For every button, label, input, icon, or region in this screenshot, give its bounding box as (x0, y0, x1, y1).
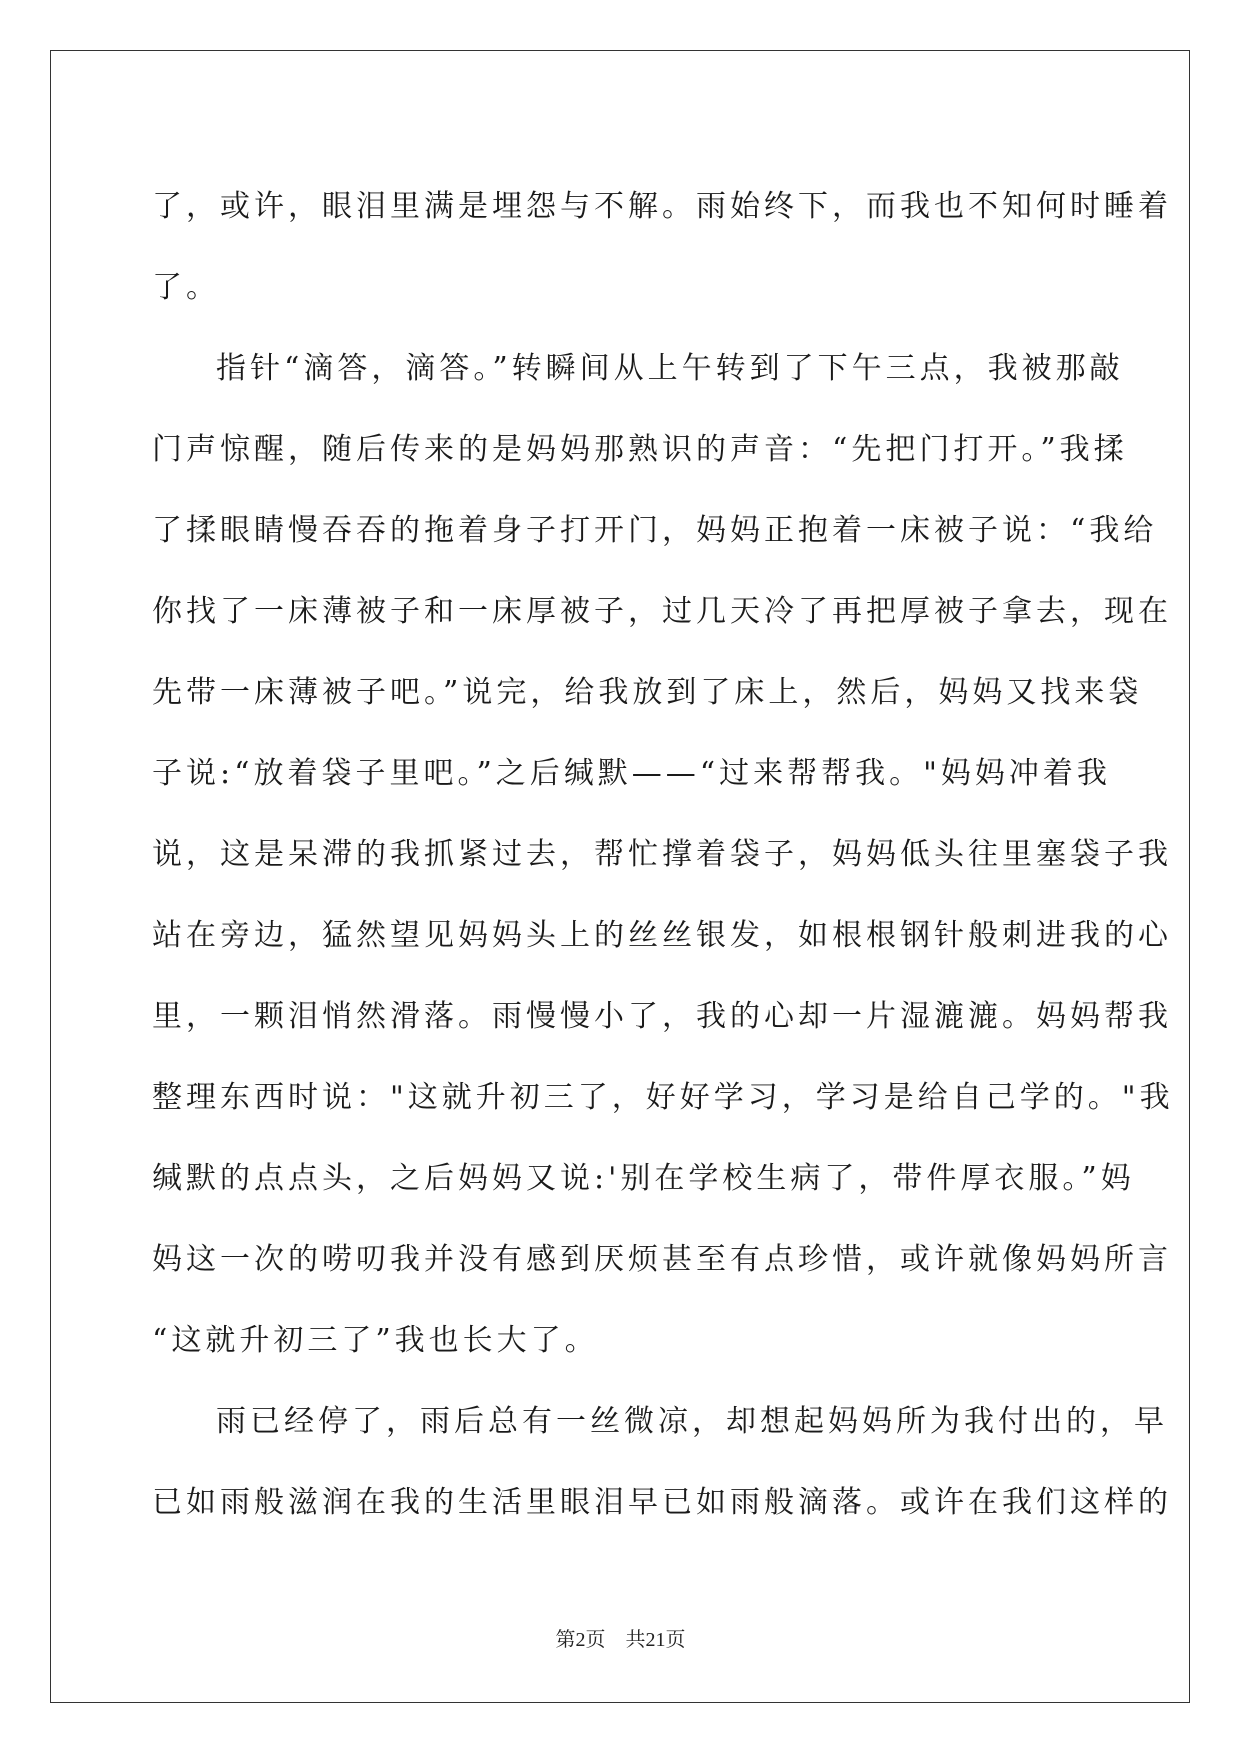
text-line: 站在旁边，猛然望见妈妈头上的丝丝银发，如根根钢针般刺进我的心 (152, 918, 1172, 953)
text-line: 门声惊醒，随后传来的是妈妈那熟识的声音：“先把门打开。”我揉 (152, 432, 1128, 467)
text-line: 说，这是呆滞的我抓紧过去，帮忙撑着袋子，妈妈低头往里塞袋子我 (152, 837, 1172, 872)
text-line: 先带一床薄被子吧。”说完，给我放到了床上，然后，妈妈又找来袋 (152, 675, 1143, 710)
text-line: 已如雨般滋润在我的生活里眼泪早已如雨般滴落。或许在我们这样的 (152, 1485, 1172, 1520)
page-current: 2 (575, 1629, 586, 1651)
page-total: 21 (645, 1629, 666, 1651)
text-line: 指针“滴答，滴答。”转瞬间从上午转到了下午三点，我被那敲 (216, 351, 1124, 386)
paragraph-2 (152, 328, 1174, 1381)
body-text (152, 166, 1174, 1543)
text-line: 了揉眼睛慢吞吞的拖着身子打开门，妈妈正抱着一床被子说：“我给 (152, 513, 1158, 548)
text-line: “这就升初三了”我也长大了。 (152, 1323, 599, 1358)
page-suffix: 页 (585, 1629, 606, 1651)
paragraph-1 (152, 166, 1172, 328)
text-line: 了。 (152, 270, 220, 305)
text-line: 里，一颗泪悄然滑落。雨慢慢小了，我的心却一片湿漉漉。妈妈帮我 (152, 999, 1172, 1034)
text-line: 了，或许，眼泪里满是埋怨与不解。雨始终下，而我也不知何时睡着 (152, 189, 1172, 224)
text-line: 你找了一床薄被子和一床厚被子，过几天冷了再把厚被子拿去，现在 (152, 594, 1172, 629)
paragraph-3 (152, 1381, 1172, 1543)
text-line: 缄默的点点头，之后妈妈又说:'别在学校生病了，带件厚衣服。”妈 (152, 1161, 1135, 1196)
text-line: 妈这一次的唠叨我并没有感到厌烦甚至有点珍惜，或许就像妈妈所言 (152, 1242, 1172, 1277)
total-prefix: 共 (625, 1629, 646, 1651)
page-prefix: 第 (555, 1629, 576, 1651)
text-line: 雨已经停了，雨后总有一丝微凉，却想起妈妈所为我付出的，早 (216, 1404, 1168, 1439)
text-line: 整理东西时说："这就升初三了，好好学习，学习是给自己学的。"我 (152, 1080, 1174, 1115)
text-line: 子说:“放着袋子里吧。”之后缄默——“过来帮帮我。"妈妈冲着我 (152, 756, 1111, 791)
total-suffix: 页 (665, 1629, 686, 1651)
page-footer (0, 1623, 1241, 1652)
